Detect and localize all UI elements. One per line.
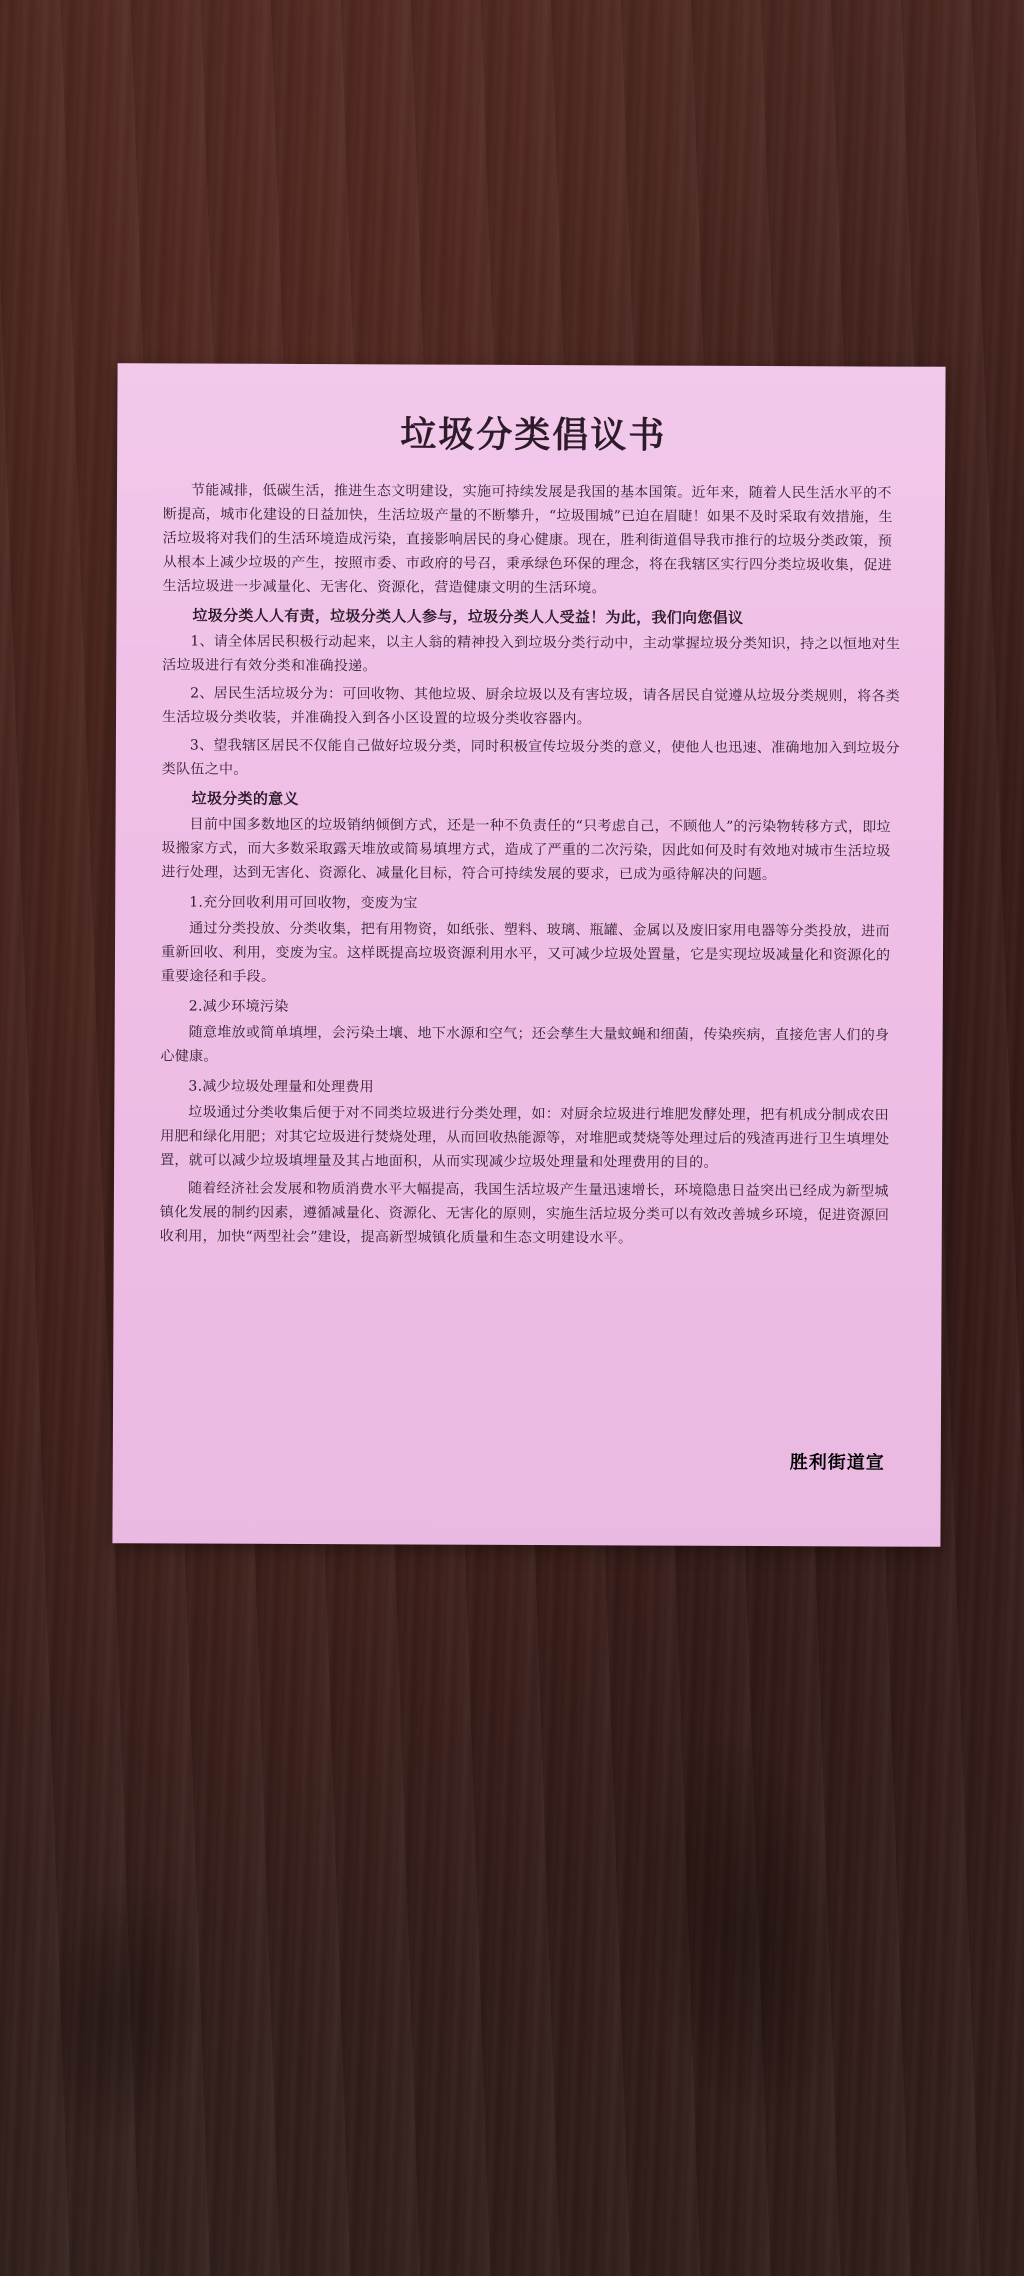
notice-paper xyxy=(112,363,945,1547)
notice-content xyxy=(160,405,904,1255)
meaning-intro: 目前中国多数地区的垃圾销纳倾倒方式，还是一种不负责任的“只考虑自己，不顾他人”的污染物转移方式，即垃圾搬家方式，而大多数采取露天堆放或简易填埋方式，造成了严重的二次污染，因此如何及时有效地对城市生活垃圾进行处理，达到无害化、资源化、减量化目标，符合可持续发展的要求，已成为亟待解决的问题。 xyxy=(161,816,891,884)
point-text: 通过分类投放、分类收集，把有用物资，如纸张、塑料、玻璃、瓶罐、金属以及废旧家用电器等分类投放，进而重新回收、利用，变废为宝。这样既提高垃圾资源利用水平，又可减少垃圾处置量，它是实现垃圾减量化和资源化的重要途径和手段。 xyxy=(160,920,891,985)
wood-grain-knot xyxy=(624,1729,865,2132)
point-title: 3.减少垃圾处理量和处理费用 xyxy=(188,1078,375,1096)
meaning-heading: 垃圾分类的意义 xyxy=(191,789,299,808)
intro-paragraph: 节能减排，低碳生活，推进生态文明建设，实施可持续发展是我国的基本国策。近年来，随着人民生活水平的不断提高，城市化建设的日益加快，生活垃圾产量的不断攀升，“垃圾围城”已迫在眉睫！如果不及时采取有效措施，生活垃圾将对我们的生活环境造成污染，直接影响居民的身心健康。现在，胜利街道倡导我市推行的垃圾分类政策，预从根本上减少垃圾的产生，按照市委、市政府的号召，秉承绿色环保的理念，将在我辖区实行四分类垃圾收集，促进生活垃圾进一步减量化、无害化、资源化，营造健康文明的生活环境。 xyxy=(162,482,893,597)
wood-grain-knot xyxy=(19,1868,222,2152)
closing-paragraph: 随着经济社会发展和物质消费水平大幅提高，我国生活垃圾产生量迅速增长，环境隐患日益突出已经成为新型城镇化发展的制约因素，遵循减量化、资源化、无害化的原则，实施生活垃圾分类可以有效改善城乡环境，促进资源回收利用，加快“两型社会”建设，提高新型城镇化质量和生态文明建设水平。 xyxy=(159,1180,890,1247)
notice-title: 垃圾分类倡议书 xyxy=(400,413,667,457)
call-heading: 垃圾分类人人有责，垃圾分类人人参与，垃圾分类人人受益！为此，我们向您倡议 xyxy=(192,606,744,627)
call-item: 1、请全体居民积极行动起来，以主人翁的精神投入到垃圾分类行动中，主动掌握垃圾分类知识，持之以恒地对生活垃圾进行有效分类和准确投递。 xyxy=(162,633,901,675)
call-item: 2、居民生活垃圾分为：可回收物、其他垃圾、厨余垃圾以及有害垃圾，请各居民自觉遵从垃圾分类规则，将各类生活垃圾分类收装，并准确投入到各小区设置的垃圾分类收容器内。 xyxy=(161,685,901,728)
point-title: 2.减少环境污染 xyxy=(188,998,289,1015)
point-title: 1.充分回收利用可回收物，变废为宝 xyxy=(189,894,418,912)
signature: 胜利街道宣 xyxy=(789,1452,885,1474)
point-text: 随意堆放或简单填埋，会污染土壤、地下水源和空气；还会孳生大量蚊蝇和细菌，传染疾病，直接危害人们的身心健康。 xyxy=(160,1024,890,1065)
call-item: 3、望我辖区居民不仅能自己做好垃圾分类，同时积极宣传垃圾分类的意义，使他人也迅速、准确地加入到垃圾分类队伍之中。 xyxy=(161,737,900,778)
point-text: 垃圾通过分类收集后便于对不同类垃圾进行分类处理，如：对厨余垃圾进行堆肥发酵处理，把有机成分制成农田用肥和绿化用肥；对其它垃圾进行焚烧处理，从而回收热能源等，对堆肥或焚烧等处理过后的残渣再进行卫生填埋处置，就可以减少垃圾填埋量及其占地面积，从而实现减少垃圾处理量和处理费用的目的。 xyxy=(160,1104,890,1171)
